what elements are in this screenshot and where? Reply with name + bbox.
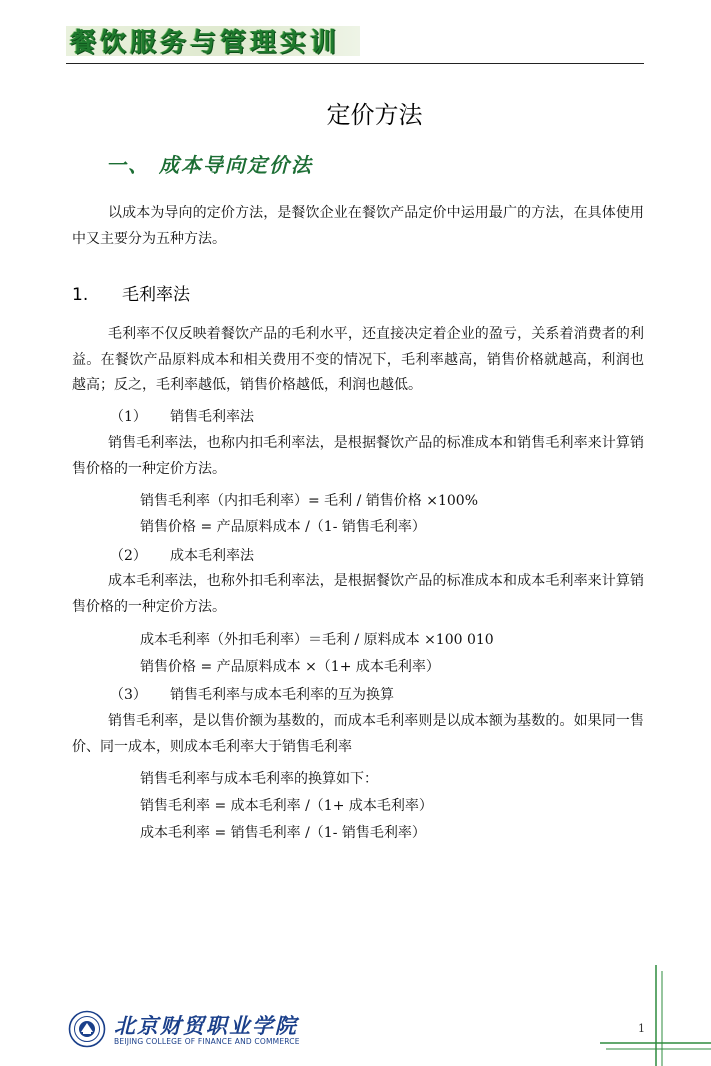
item-paragraph: 成本毛利率法，也称外扣毛利率法，是根据餐饮产品的标准成本和成本毛利率来计算销售价格的一种定价方法。 [72,573,644,615]
item-heading [110,546,254,566]
formula-line: 成本毛利率（外扣毛利率）＝毛利 / 原料成本 ×100 010 [140,632,494,648]
subsection-title: 毛利率法 [122,285,190,305]
formula-line: 销售价格 = 产品原料成本 /（1- 销售毛利率） [140,519,426,535]
item-number: （3） [110,687,147,703]
corner-crop-mark [600,965,711,1066]
formula-line: 成本毛利率 = 销售毛利率 /（1- 销售毛利率） [140,825,426,841]
formula-line: 销售毛利率（内扣毛利率）= 毛利 / 销售价格 ×100% [140,493,479,509]
item-number: （1） [110,409,147,425]
item-paragraph: 销售毛利率，是以售价额为基数的，而成本毛利率则是以成本额为基数的。如果同一售价、同一成本，则成本毛利率大于销售毛利率 [72,713,644,755]
intro-paragraph: 以成本为导向的定价方法，是餐饮企业在餐饮产品定价中运用最广的方法，在具体使用中又主要分为五种方法。 [72,205,644,247]
formula-line: 销售毛利率与成本毛利率的换算如下： [140,771,378,787]
college-name: 北京财贸职业学院 [114,1013,298,1038]
header-rule [66,63,644,64]
subsection-heading [72,280,190,305]
header-title: 餐饮服务与管理实训 [70,28,341,58]
college-name-english: BEIJING COLLEGE OF FINANCE AND COMMERCE [114,1037,300,1046]
formula-line: 销售毛利率 = 成本毛利率 /（1+ 成本毛利率） [140,798,433,814]
section-heading: 一、 成本导向定价法 [106,153,313,177]
item-title: 销售毛利率法 [170,409,254,425]
page-number: 1 [638,1022,645,1035]
item-heading [110,685,394,705]
item-paragraph: 销售毛利率法，也称内扣毛利率法，是根据餐饮产品的标准成本和销售毛利率来计算销售价格的一种定价方法。 [72,435,644,477]
item-title: 成本毛利率法 [170,548,254,564]
page-title: 定价方法 [326,101,423,129]
college-emblem-icon [68,1010,106,1048]
college-logo [68,1010,308,1050]
subsection-number: 1. [72,285,89,305]
item-heading [110,407,254,427]
item-title: 销售毛利率与成本毛利率的互为换算 [170,687,394,703]
subsection-paragraph: 毛利率不仅反映着餐饮产品的毛利水平，还直接决定着企业的盈亏，关系着消费者的利益。在餐饮产品原料成本和相关费用不变的情况下，毛利率越高，销售价格就越高，利润也越高；反之，毛利率越低，销售价格越低，利润也越低。 [72,326,644,393]
formula-line: 销售价格 = 产品原料成本 ×（1+ 成本毛利率） [140,659,440,675]
item-number: （2） [110,548,147,564]
